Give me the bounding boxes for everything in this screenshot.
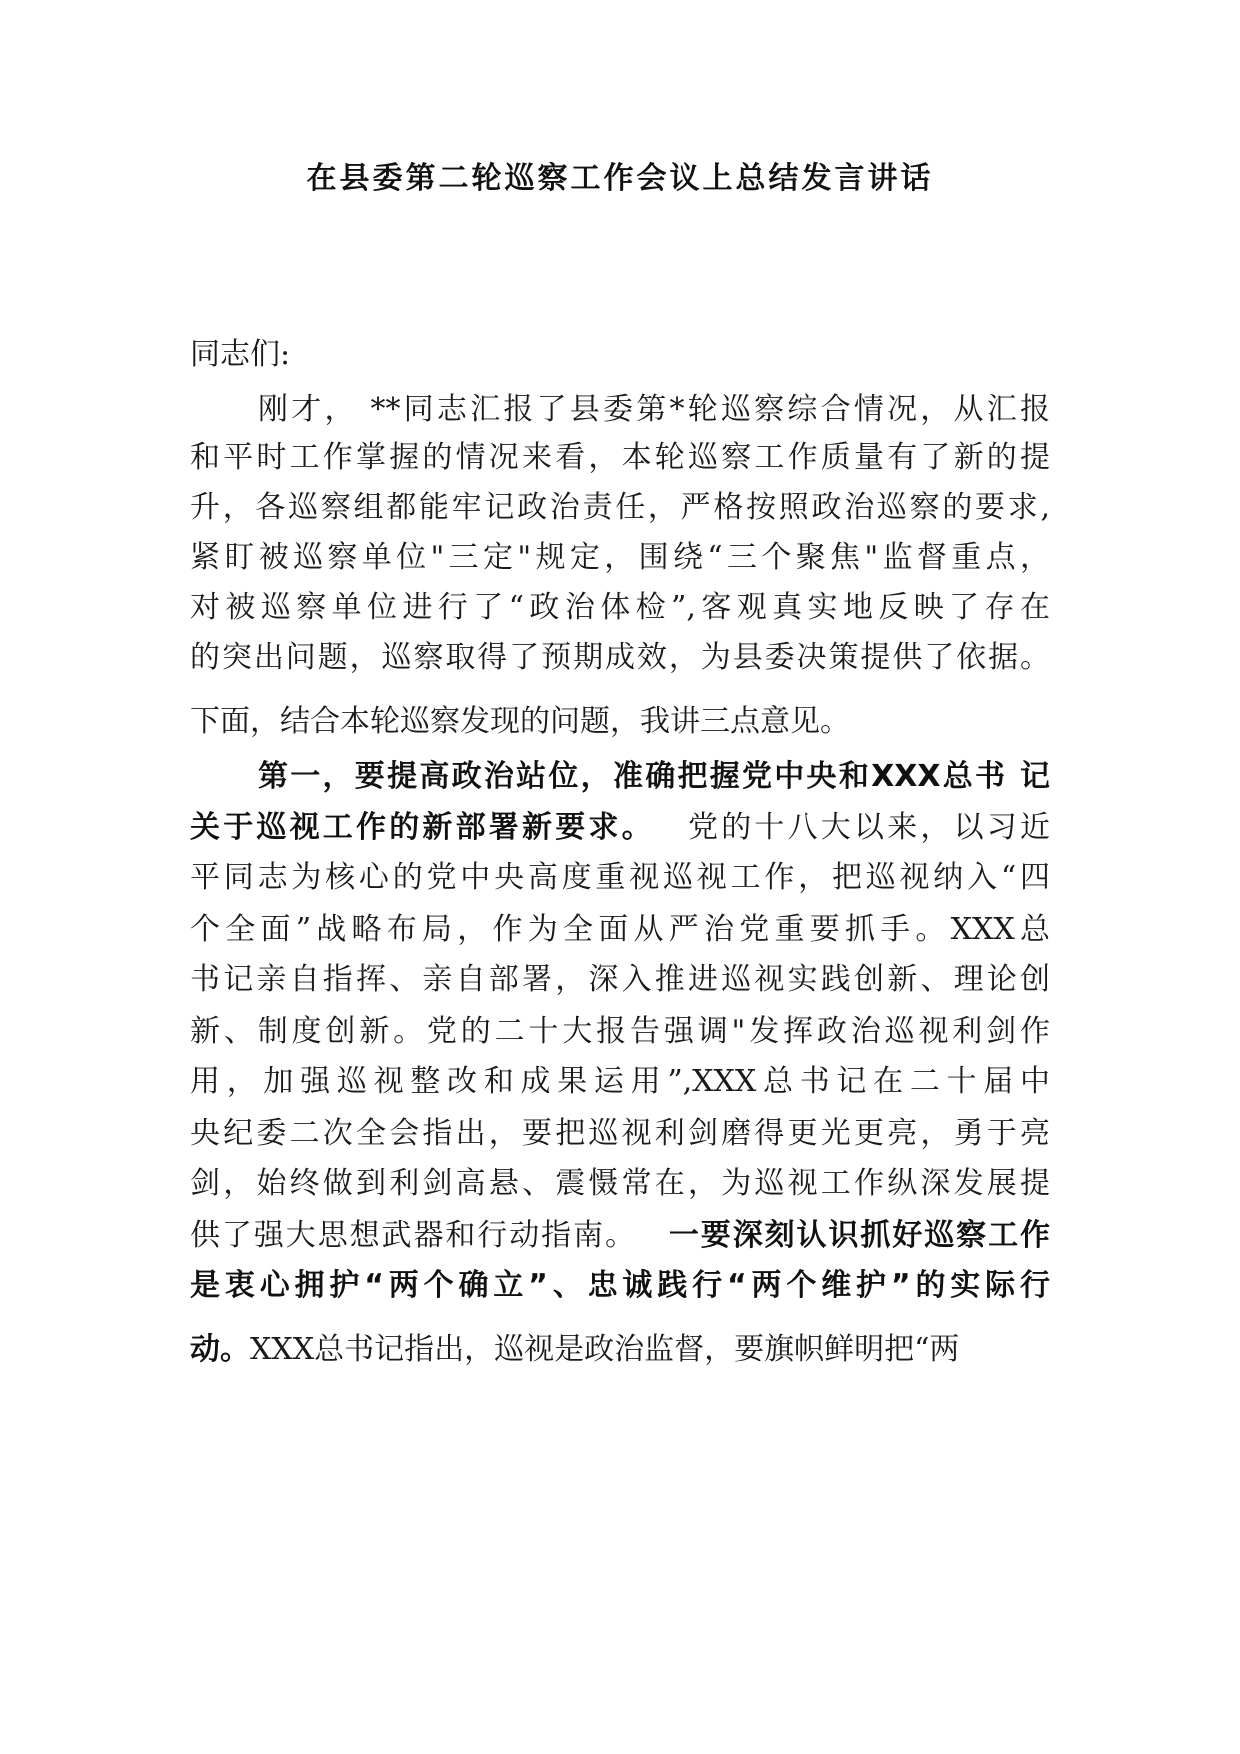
paragraph-line: 下面，结合本轮巡察发现的问题，我讲三点意见。 [190, 704, 850, 739]
section-heading-end: 关于巡视工作的新部署新要求。 [190, 810, 655, 845]
paragraph-line: 的突出问题，巡察取得了预期成效，为县委决策提供了依据。 [190, 640, 1050, 675]
paragraph-line [190, 1216, 1050, 1256]
paragraph-text: 党的十八大以来，以习近 [684, 810, 1051, 845]
section-heading-line: 第一，要提高政治站位，准确把握党中央和XXX总书 记 [258, 759, 1050, 794]
paragraph-line: 剑，始终做到利剑高悬、震慑常在，为巡视工作纵深发展提 [190, 1166, 1050, 1201]
paragraph-text: XXX总书记指出，巡视是政治监督，要旗帜鲜明把“两 [250, 1332, 960, 1367]
paragraph-line: 刚才， **同志汇报了县委第*轮巡察综合情况，从汇报 [258, 392, 1050, 427]
paragraph-line [190, 1330, 1050, 1370]
paragraph-line: 新、制度创新。党的二十大报告强调"发挥政治巡视利剑作 [190, 1014, 1050, 1049]
paragraph-line: 紧盯被巡察单位"三定"规定，围绕“三个聚焦"监督重点， [190, 540, 1050, 575]
paragraph-line: 个全面”战略布局，作为全面从严治党重要抓手。XXX总 [190, 912, 1050, 947]
emphasis-text: 动。 [190, 1332, 250, 1367]
paragraph-line: 和平时工作掌握的情况来看，本轮巡察工作质量有了新的提 [190, 440, 1050, 475]
paragraph-line: 央纪委二次全会指出，要把巡视利剑磨得更光更亮，勇于亮 [190, 1116, 1050, 1151]
paragraph-text: 供了强大思想武器和行动指南。 [190, 1218, 637, 1253]
salutation: 同志们: [190, 337, 291, 372]
paragraph-line: 升，各巡察组都能牢记政治责任，严格按照政治巡察的要求, [190, 490, 1050, 525]
emphasis-line: 是衷心拥护“两个确立”、忠诚践行“两个维护”的实际行 [190, 1268, 1050, 1303]
paragraph-line: 书记亲自指挥、亲自部署，深入推进巡视实践创新、理论创 [190, 962, 1050, 997]
paragraph-line: 用，加强巡视整改和成果运用”,XXX总书记在二十届中 [190, 1064, 1050, 1099]
document-title: 在县委第二轮巡察工作会议上总结发言讲话 [306, 161, 934, 196]
paragraph-line [190, 808, 1050, 848]
paragraph-line: 平同志为核心的党中央高度重视巡视工作，把巡视纳入“四 [190, 860, 1050, 895]
paragraph-line: 对被巡察单位进行了“政治体检”,客观真实地反映了存在 [190, 590, 1050, 625]
emphasis-text: 一要深刻认识抓好巡察工作 [666, 1218, 1051, 1253]
